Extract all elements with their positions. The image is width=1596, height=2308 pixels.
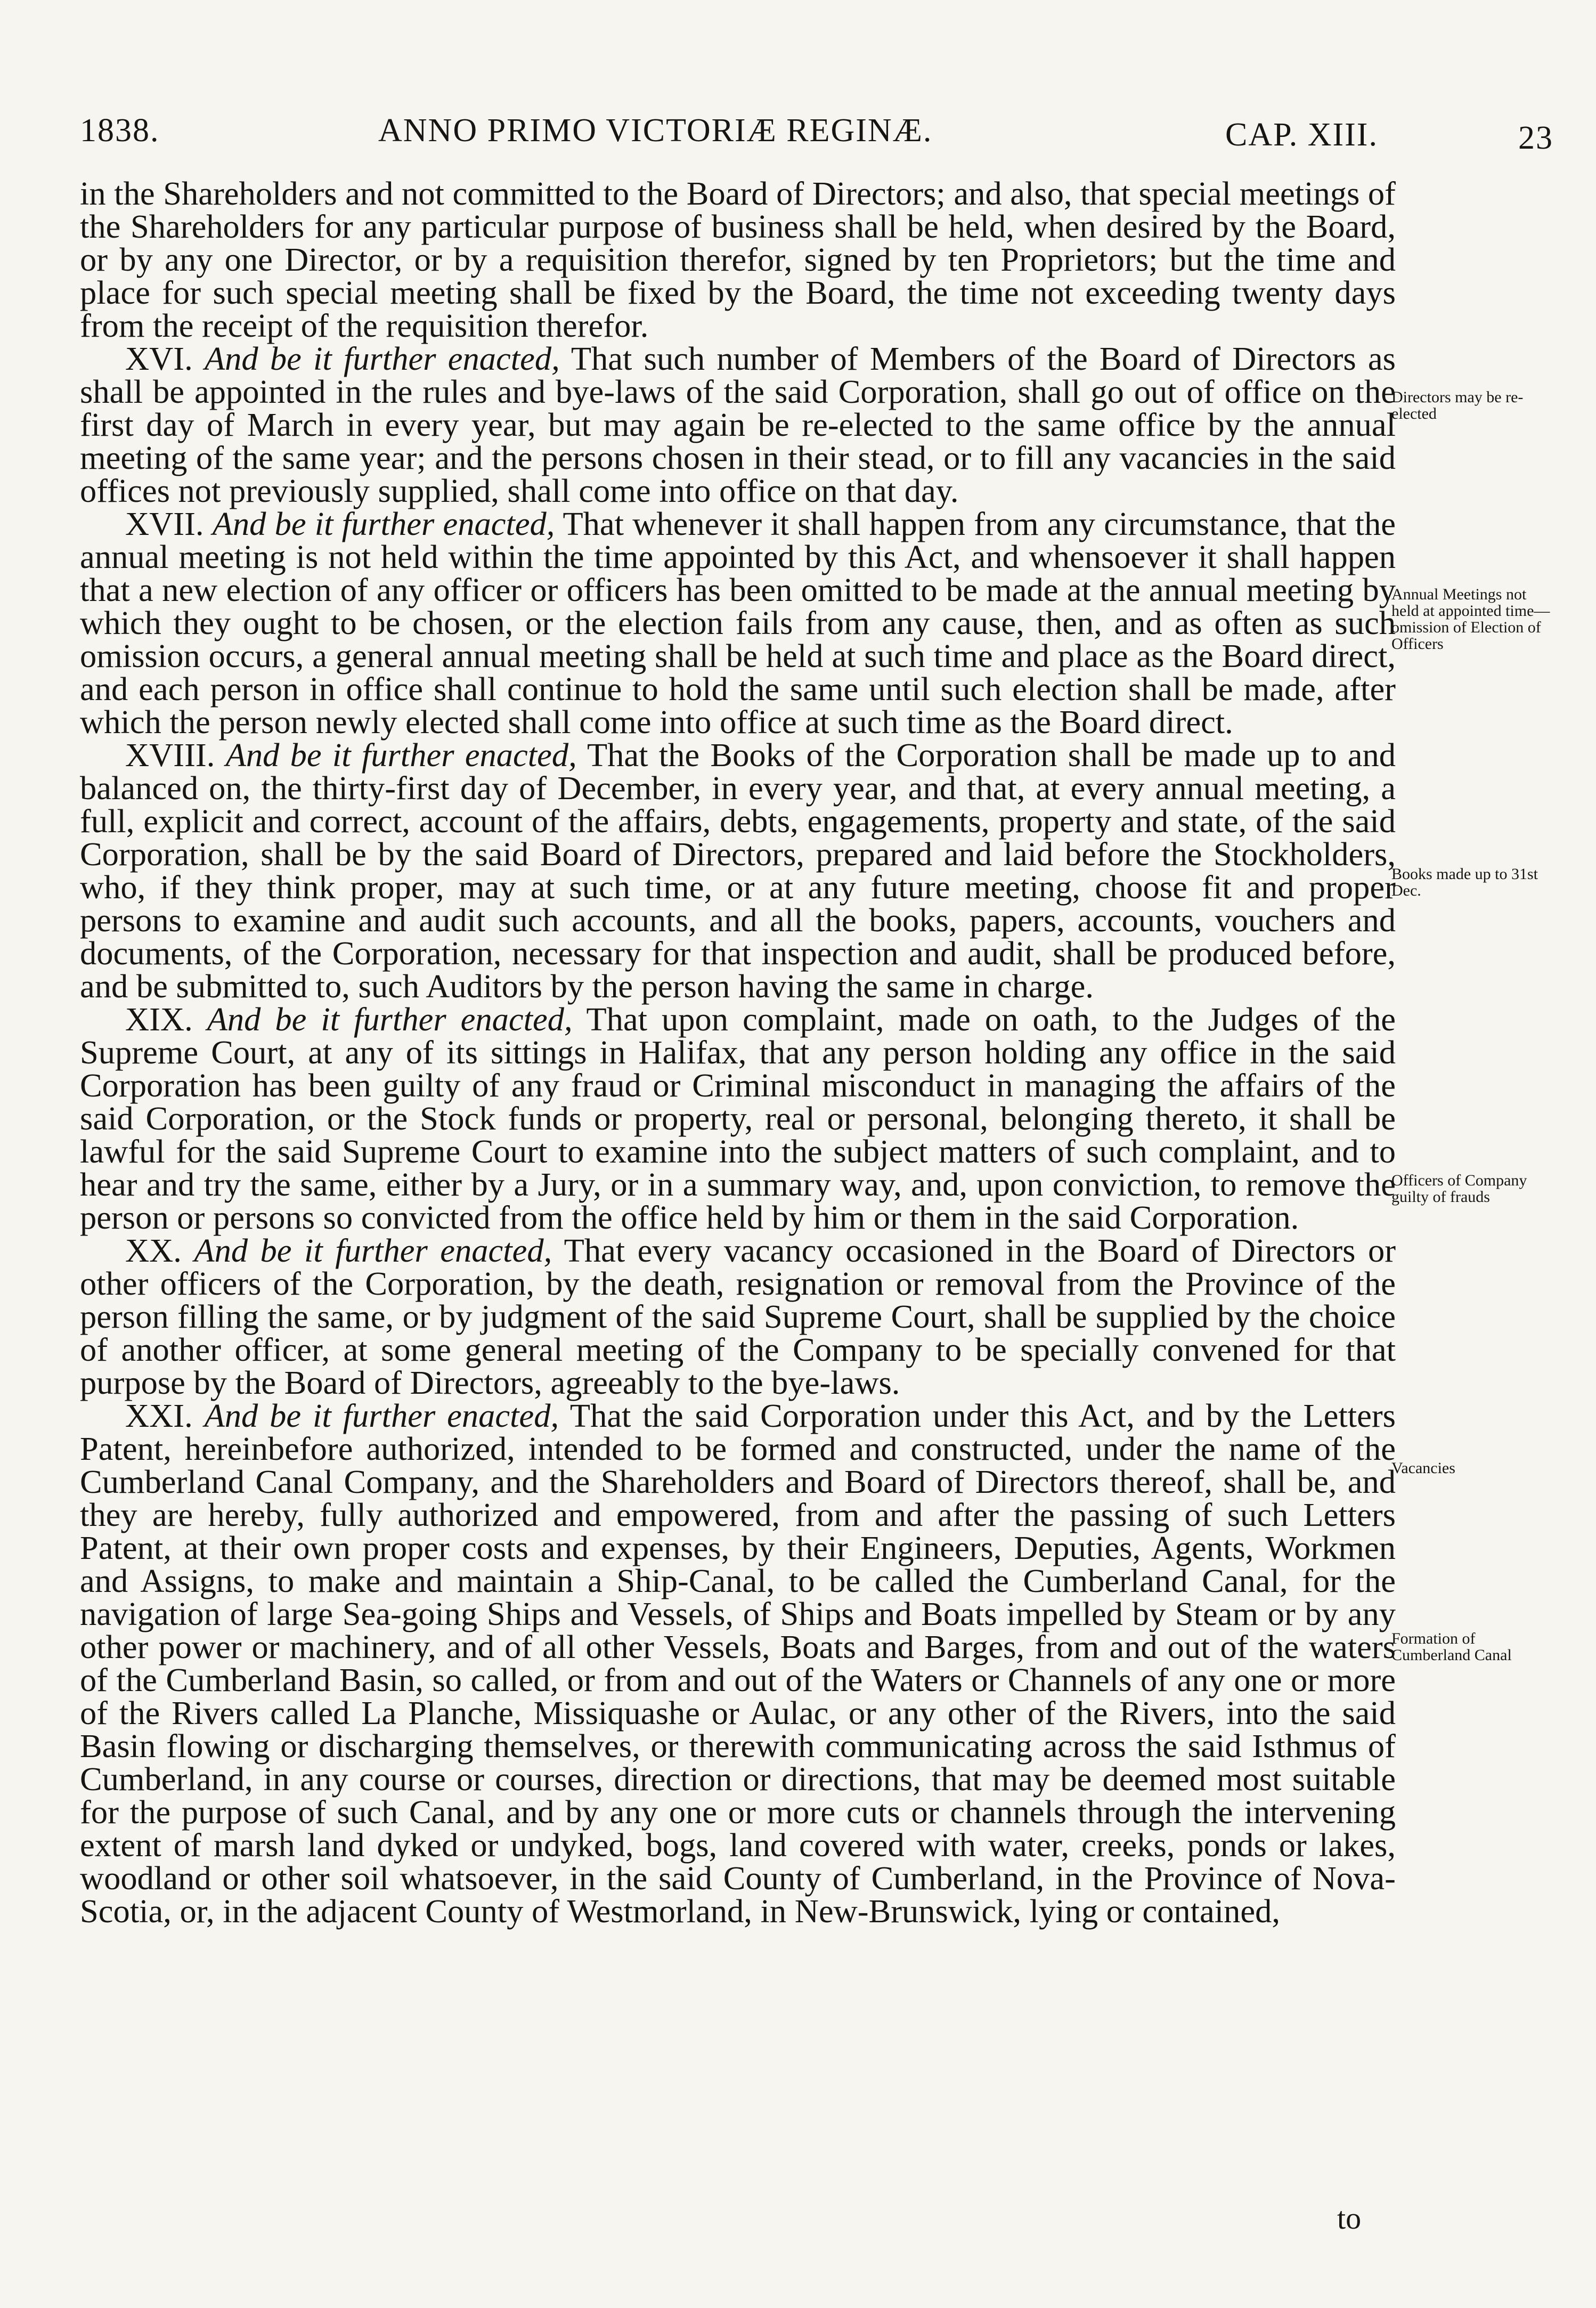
running-head	[80, 112, 1553, 170]
section-xvii	[80, 505, 1396, 741]
section-xvi	[80, 342, 1396, 507]
margin-note-books-made-up: Books made up to 31st Dec.	[1391, 865, 1538, 899]
section-text: That upon complaint, made on oath, to the Judges of the Supreme Court, at any of its sittings in Halifax, that any person holding any office in the said Corporation has been guilty of any fraud or Criminal misconduct in managing the affairs of the said Corporation, or the Stock funds or property, real or personal, belonging thereto, it shall be lawful for the said Supreme Court to examine into the subject matters of such complaint, and to hear and try the same, either by a Jury, or in a summary way, and, upon conviction, to remove the person or persons so convicted from the office held by him or them in the said Corporation.	[80, 1001, 1396, 1236]
enacting-clause: And be it further enacted,	[204, 1397, 559, 1434]
section-text: That the Books of the Corporation shall be made up to and balanced on, the thirty-first day of December, in every year, and that, at every annual meeting, a full, explicit and correct, account of the affairs, debts, engagements, property and state, of the said Corporation, shall be by the said Board of Directors, prepared and laid before the Stockholders, who, if they think proper, may at such time, or at any future meeting, choose fit and proper persons to examine and audit such accounts, and all the books, papers, accounts, vouchers and documents, of the Corporation, necessary for that inspection and audit, shall be produced before, and be submitted to, such Auditors by the person having the same in charge.	[80, 736, 1396, 1005]
margin-note-annual-meetings: Annual Meetings not held at appointed time—omission of Election of Officers	[1391, 586, 1550, 653]
body-text	[80, 177, 1396, 1928]
enacting-clause: And be it further enacted,	[225, 736, 577, 774]
margin-note-officers-frauds: Officers of Company guilty of frauds	[1391, 1172, 1527, 1206]
enacting-clause: And be it further enacted,	[204, 340, 560, 377]
section-text: That whenever it shall happen from any circumstance, that the annual meeting is not held within the time appointed by this Act, and whensoever it shall happen that a new election of any officer or officers has been omitted to be made at the annual meeting by which they ought to be chosen, or the election fails from any cause, then, and as often as such omission occurs, a general annual meeting shall be held at such time and place as the Board direct, and each person in office shall continue to hold the same until such election shall be made, after which the person newly elected shall come into office at such time as the Board direct.	[80, 505, 1396, 741]
enacting-clause: And be it further enacted,	[207, 1001, 573, 1038]
header-year: 1838.	[80, 112, 160, 149]
section-text: That the said Corporation under this Act, and by the Letters Patent, hereinbefore authorized, intended to be formed and constructed, under the name of the Cumberland Canal Company, and the Shareholders and Board of Directors thereof, shall be, and they are hereby, fully authorized and empowered, from and after the passing of such Letters Patent, at their own proper costs and expenses, by their Engineers, Deputies, Agents, Workmen and Assigns, to make and maintain a Ship-Canal, to be called the Cumberland Canal, for the navigation of large Sea-going Ships and Vessels, of Ships and Boats impelled by Steam or by any other power or machinery, and of all other Vessels, Boats and Barges, from and out of the waters of the Cumberland Basin, so called, or from and out of the Waters or Channels of any one or more of the Rivers called La Planche, Missiquashe or Aulac, or any other of the Rivers, into the said Basin flowing or discharging themselves, or therewith communicating across the said Isthmus of Cumberland, in any course or courses, direction or directions, that may be deemed most suitable for the purpose of such Canal, and by any one or more cuts or channels through the intervening extent of marsh land dyked or undyked, bogs, land covered with water, creeks, ponds or lakes, woodland or other soil whatsoever, in the said County of Cumberland, in the Province of Nova-Scotia, or, in the adjacent County of Westmorland, in New-Brunswick, lying or contained,	[80, 1397, 1396, 1930]
section-xviii	[80, 738, 1396, 1003]
margin-note-vacancies: Vacancies	[1391, 1459, 1455, 1477]
section-number: XXI.	[125, 1397, 193, 1434]
section-number: XVIII.	[125, 736, 215, 774]
section-xix	[80, 1003, 1396, 1234]
margin-note-directors-re-elected: Directors may be re-elected	[1391, 388, 1524, 422]
section-number: XIX.	[125, 1001, 193, 1038]
header-chapter: CAP. XIII.	[1225, 117, 1378, 153]
section-number: XX.	[125, 1232, 182, 1269]
catchword: to	[1337, 2201, 1362, 2236]
page-number: 23	[1518, 120, 1553, 156]
section-number: XVII.	[125, 505, 204, 542]
section-text: That every vacancy occasioned in the Board of Directors or other officers of the Corporation, by the death, resignation or removal from the Province of the person filling the same, or by judgment of the said Supreme Court, shall be supplied by the choice of another officer, at some general meeting of the Company to be specially convened for that purpose by the Board of Directors, agreeably to the bye-laws.	[80, 1232, 1396, 1401]
enacting-clause: And be it further enacted,	[212, 505, 555, 542]
enacting-clause: And be it further enacted,	[194, 1232, 552, 1269]
section-xxi	[80, 1399, 1396, 1928]
intro-paragraph: in the Shareholders and not committed to the Board of Directors; and also, that special meetings of the Shareholders for any particular purpose of business shall be held, when desired by the Board, or by any one Director, or by a requisition therefor, signed by ten Proprietors; but the time and place for such special meeting shall be fixed by the Board, the time not exceeding twenty days from the receipt of the requisition therefor.	[80, 175, 1396, 344]
section-number: XVI.	[125, 340, 193, 377]
section-text: That such number of Members of the Board of Directors as shall be appointed in the rules and bye-laws of the said Corporation, shall go out of office on the first day of March in every year, but may again be re-elected to the same office by the annual meeting of the same year; and the persons chosen in their stead, or to fill any vacancies in the said offices not previously supplied, shall come into office on that day.	[80, 340, 1396, 509]
header-title: ANNO PRIMO VICTORIÆ REGINÆ.	[378, 112, 933, 149]
section-xx	[80, 1234, 1396, 1399]
margin-note-cumberland-canal: Formation of Cumberland Canal	[1391, 1630, 1512, 1664]
